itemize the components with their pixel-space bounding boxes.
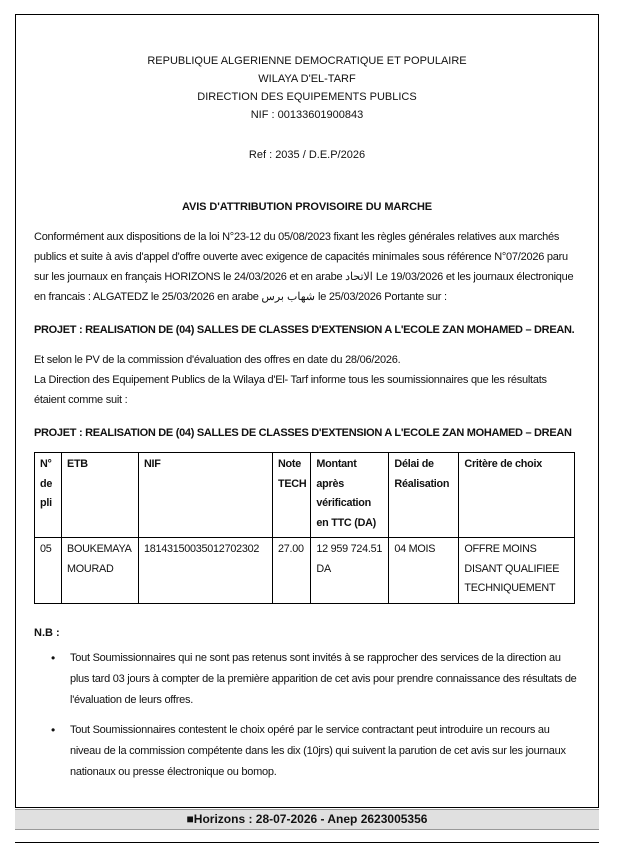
col-delai: Délai de Réalisation <box>389 453 459 538</box>
results-table <box>34 452 575 604</box>
header-direction: DIRECTION DES EQUIPEMENTS PUBLICS <box>197 91 417 103</box>
publication-footer: ■Horizons : 28-07-2026 - Anep 2623005356 <box>15 809 599 830</box>
pv-paragraph <box>34 350 580 410</box>
col-critere: Critère de choix <box>459 453 575 538</box>
nb-label: N.B : <box>34 627 60 639</box>
col-etb: ETB <box>62 453 139 538</box>
pv-line-1: Et selon le PV de la commission d'évaluation des offres en date du 28/06/2026. <box>34 354 401 366</box>
list-item: • Tout Soumissionnaires contestent le choix opéré par le service contractant peut introduire un recours au niveau de la commission compétente dans les dix (10jrs) qui suivent la parution de cet avis sur les journaux nationaux ou presse électronique ou bomop. <box>70 720 580 783</box>
cell-pli: 05 <box>35 538 62 604</box>
notice-title: AVIS D'ATTRIBUTION PROVISOIRE DU MARCHE <box>181 201 433 213</box>
intro-paragraph: Conformément aux dispositions de la loi N°23-12 du 05/08/2023 fixant les règles générales relatives aux marchés publics et suite à avis d'appel d'offre ouverte avec exigence de capacités minimales sous référence N°07/2026 paru sur les journaux en français HORIZONS le 24/03/2026 et en arabe الاتحاد Le 19/03/2026 et les journaux électronique en francais : ALGATEDZ le 25/03/2026 en arabe شهاب برس le 25/03/2026 Portante sur : <box>34 231 574 303</box>
col-montant: Montant après vérification en TTC (DA) <box>311 453 389 538</box>
header-republic: REPUBLIQUE ALGERIENNE DEMOCRATIQUE ET POPULAIRE <box>147 55 467 67</box>
cell-montant: 12 959 724.51 DA <box>311 538 389 604</box>
reference: Ref : 2035 / D.E.P/2026 <box>248 149 366 161</box>
project-title-1: PROJET : REALISATION DE (04) SALLES DE CLASSES D'EXTENSION A L'ECOLE ZAN MOHAMED – DREAN. <box>34 324 575 336</box>
col-note: Note TECH <box>273 453 311 538</box>
col-nif: NIF <box>139 453 273 538</box>
header-nif: NIF : 00133601900843 <box>250 109 364 121</box>
notes-list <box>70 648 580 792</box>
cell-delai: 04 MOIS <box>389 538 459 604</box>
project-title-2: PROJET : REALISATION DE (04) SALLES DE CLASSES D'EXTENSION A L'ECOLE ZAN MOHAMED – DREAN <box>34 427 572 439</box>
col-pli: N° de pli <box>35 453 62 538</box>
header-wilaya: WILAYA D'EL-TARF <box>258 73 356 85</box>
table-header-row <box>35 453 575 538</box>
table-row <box>35 538 575 604</box>
bottom-divider <box>15 842 599 843</box>
pv-line-2: La Direction des Equipement Publics de la Wilaya d'El- Tarf informe tous les soumissionnaires que les résultats étaient comme suit : <box>34 374 547 406</box>
cell-etb: BOUKEMAYA MOURAD <box>62 538 139 604</box>
cell-critere: OFFRE MOINS DISANT QUALIFIEE TECHNIQUEMENT <box>459 538 575 604</box>
cell-nif: 18143150035012702302 <box>139 538 273 604</box>
list-item: • Tout Soumissionnaires qui ne sont pas retenus sont invités à se rapprocher des services de la direction au plus tard 03 jours à compter de la première apparition de cet avis pour prendre connaissance des résultats de l'évaluation de leurs offres. <box>70 648 580 711</box>
header-block <box>15 52 599 124</box>
cell-note: 27.00 <box>273 538 311 604</box>
